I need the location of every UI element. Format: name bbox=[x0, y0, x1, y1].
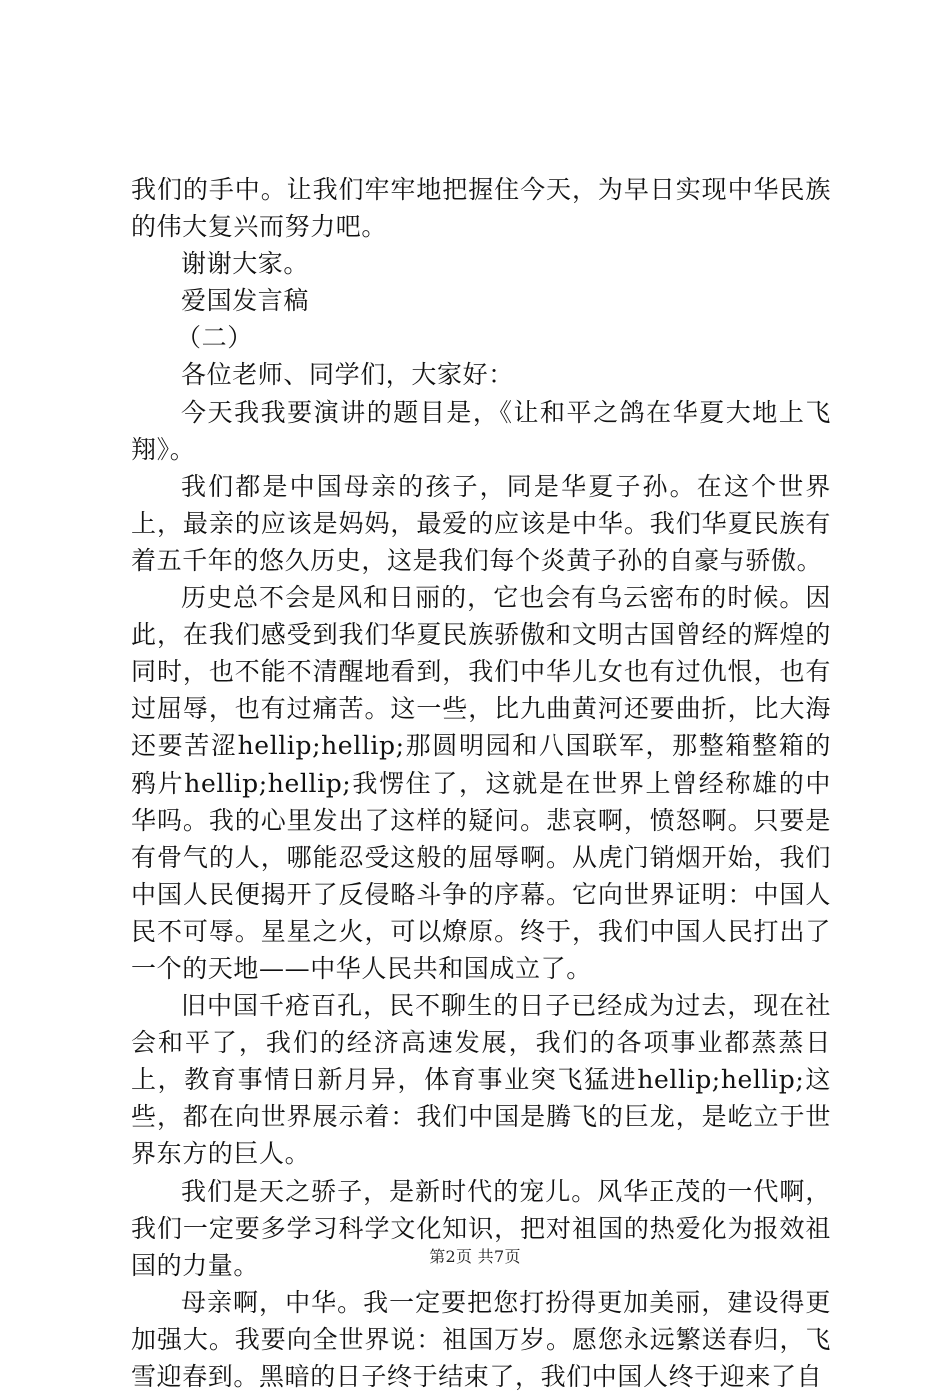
paragraph-continuation: 我们的手中。让我们牢牢地把握住今天，为早日实现中华民族的伟大复兴而努力吧。 bbox=[131, 175, 831, 242]
section-title: 爱国发言稿 bbox=[181, 286, 310, 316]
section-number: （二） bbox=[176, 323, 253, 353]
paragraph-body: 我们是天之骄子，是新时代的宠儿。风华正茂的一代啊，我们一定要多学习科学文化知识，把对祖国的热爱化为报效祖国的力量。 bbox=[131, 1176, 831, 1280]
paragraph-body: 旧中国千疮百孔，民不聊生的日子已经成为过去，现在社会和平了，我们的经济高速发展，我们的各项事业都蒸蒸日上，教育事情日新月异，体育事业突飞猛进hellip;hellip;这些，都在向世界展示着：我们中国是腾飞的巨龙，是屹立于世界东方的巨人。 bbox=[131, 991, 831, 1169]
document-body bbox=[131, 171, 831, 1395]
paragraph-body: 母亲啊，中华。我一定要把您打扮得更加美丽，建设得更加强大。我要向全世界说：祖国万岁。愿您永远繁送春归，飞雪迎春到。黑暗的日子终于结束了，我们中国人终于迎来了自 bbox=[131, 1287, 831, 1391]
page-footer: 第2页 共7页 bbox=[429, 1247, 521, 1266]
paragraph-body: 历史总不会是风和日丽的，它也会有乌云密布的时候。因此，在我们感受到我们华夏民族骄傲和文明古国曾经的辉煌的同时，也不能不清醒地看到，我们中华儿女也有过仇恨，也有过屈辱，也有过痛苦。这一些，比九曲黄河还要曲折，比大海还要苦涩hellip;hellip;那圆明园和八国联军，那整箱整箱的鸦片hellip;hellip;我愣住了，这就是在世界上曾经称雄的中华吗。我的心里发出了这样的疑问。悲哀啊，愤怒啊。只要是有骨气的人，哪能忍受这般的屈辱啊。从虎门销烟开始，我们中国人民便揭开了反侵略斗争的序幕。它向世界证明：中国人民不可辱。星星之火，可以燎原。终于，我们中国人民打出了一个的天地——中华人民共和国成立了。 bbox=[131, 583, 831, 983]
paragraph-greeting: 各位老师、同学们，大家好： bbox=[181, 360, 514, 390]
paragraph-thanks: 谢谢大家。 bbox=[181, 249, 310, 279]
paragraph-body: 我们都是中国母亲的孩子，同是华夏子孙。在这个世界上，最亲的应该是妈妈，最爱的应该是中华。我们华夏民族有着五千年的悠久历史，这是我们每个炎黄子孙的自豪与骄傲。 bbox=[131, 471, 831, 575]
paragraph-topic: 今天我我要演讲的题目是，《让和平之鸽在华夏大地上飞翔》。 bbox=[131, 397, 831, 464]
